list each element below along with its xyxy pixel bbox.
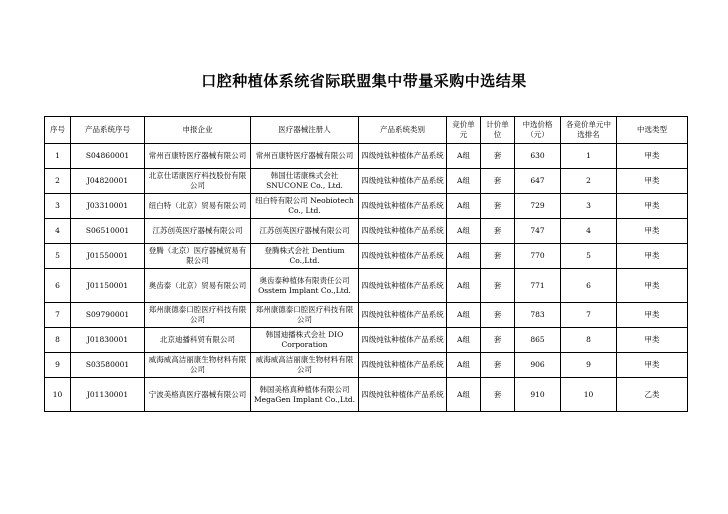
- cell-category: 四级纯钛种植体产品系统: [359, 328, 447, 353]
- header-rank: 各竞价单元中选排名: [561, 117, 617, 144]
- cell-selection-type: 乙类: [617, 378, 688, 412]
- header-seq: 序号: [45, 117, 71, 144]
- cell-price-unit: 套: [481, 144, 515, 169]
- table-row: [45, 328, 688, 353]
- cell-registrant: 奥齿泰种植体有限责任公司 Osstem Implant Co.,Ltd.: [251, 269, 359, 303]
- header-price: 中选价格（元）: [515, 117, 561, 144]
- table-row: [45, 269, 688, 303]
- cell-bid-unit: A组: [447, 169, 481, 194]
- cell-product-code: S06510001: [71, 219, 145, 244]
- document-title: 口腔种植体系统省际联盟集中带量采购中选结果: [201, 72, 527, 90]
- cell-category: 四级纯钛种植体产品系统: [359, 194, 447, 219]
- header-price-unit: 计价单位: [481, 117, 515, 144]
- cell-rank: 3: [561, 194, 617, 219]
- cell-bid-unit: A组: [447, 328, 481, 353]
- table-row: [45, 303, 688, 328]
- cell-rank: 8: [561, 328, 617, 353]
- table-row: [45, 244, 688, 269]
- cell-company: 常州百康特医疗器械有限公司: [145, 144, 251, 169]
- header-bid-unit: 竞价单元: [447, 117, 481, 144]
- cell-registrant: 登腾株式会社 Dentium Co.,Ltd.: [251, 244, 359, 269]
- cell-seq: 8: [45, 328, 71, 353]
- cell-selection-type: 甲类: [617, 328, 688, 353]
- cell-price: 770: [515, 244, 561, 269]
- cell-product-code: S04860001: [71, 144, 145, 169]
- cell-category: 四级纯钛种植体产品系统: [359, 269, 447, 303]
- table-body: [45, 144, 688, 412]
- cell-rank: 5: [561, 244, 617, 269]
- cell-registrant: 韩国迪播株式会社 DIO Corporation: [251, 328, 359, 353]
- cell-price-unit: 套: [481, 269, 515, 303]
- cell-registrant: 威海威高洁丽康生物材料有限公司: [251, 353, 359, 378]
- cell-company: 纽白特（北京）贸易有限公司: [145, 194, 251, 219]
- cell-rank: 7: [561, 303, 617, 328]
- cell-category: 四级纯钛种植体产品系统: [359, 303, 447, 328]
- cell-seq: 9: [45, 353, 71, 378]
- cell-company: 江苏创英医疗器械有限公司: [145, 219, 251, 244]
- cell-price-unit: 套: [481, 303, 515, 328]
- results-table: [44, 116, 688, 412]
- cell-price: 910: [515, 378, 561, 412]
- cell-price-unit: 套: [481, 353, 515, 378]
- cell-company: 登腾（北京）医疗器械贸易有限公司: [145, 244, 251, 269]
- cell-rank: 4: [561, 219, 617, 244]
- cell-price: 747: [515, 219, 561, 244]
- cell-seq: 10: [45, 378, 71, 412]
- cell-product-code: S09790001: [71, 303, 145, 328]
- cell-price: 630: [515, 144, 561, 169]
- cell-seq: 4: [45, 219, 71, 244]
- cell-selection-type: 甲类: [617, 244, 688, 269]
- cell-product-code: J01550001: [71, 244, 145, 269]
- cell-price-unit: 套: [481, 244, 515, 269]
- cell-company: 宁波美格真医疗器械有限公司: [145, 378, 251, 412]
- cell-seq: 7: [45, 303, 71, 328]
- cell-price: 783: [515, 303, 561, 328]
- cell-registrant: 纽白特有限公司 Neobiotech Co., Ltd.: [251, 194, 359, 219]
- cell-rank: 6: [561, 269, 617, 303]
- cell-price: 865: [515, 328, 561, 353]
- cell-company: 威海威高洁丽康生物材料有限公司: [145, 353, 251, 378]
- cell-registrant: 郑州康德泰口腔医疗科技有限公司: [251, 303, 359, 328]
- cell-bid-unit: A组: [447, 219, 481, 244]
- cell-price-unit: 套: [481, 194, 515, 219]
- cell-price-unit: 套: [481, 219, 515, 244]
- cell-seq: 6: [45, 269, 71, 303]
- cell-registrant: 江苏创英医疗器械有限公司: [251, 219, 359, 244]
- cell-selection-type: 甲类: [617, 353, 688, 378]
- cell-seq: 1: [45, 144, 71, 169]
- cell-company: 郑州康德泰口腔医疗科技有限公司: [145, 303, 251, 328]
- cell-rank: 10: [561, 378, 617, 412]
- cell-bid-unit: A组: [447, 353, 481, 378]
- cell-seq: 5: [45, 244, 71, 269]
- cell-selection-type: 甲类: [617, 144, 688, 169]
- cell-product-code: S03580001: [71, 353, 145, 378]
- header-row: [45, 117, 688, 144]
- cell-category: 四级纯钛种植体产品系统: [359, 219, 447, 244]
- cell-price-unit: 套: [481, 378, 515, 412]
- cell-bid-unit: A组: [447, 194, 481, 219]
- header-selection-type: 中选类型: [617, 117, 688, 144]
- table-row: [45, 378, 688, 412]
- table-row: [45, 144, 688, 169]
- cell-product-code: J03310001: [71, 194, 145, 219]
- cell-price-unit: 套: [481, 328, 515, 353]
- cell-bid-unit: A组: [447, 303, 481, 328]
- cell-bid-unit: A组: [447, 144, 481, 169]
- cell-product-code: J01130001: [71, 378, 145, 412]
- table-row: [45, 353, 688, 378]
- cell-company: 北京迪播科贸有限公司: [145, 328, 251, 353]
- cell-price: 906: [515, 353, 561, 378]
- cell-seq: 2: [45, 169, 71, 194]
- cell-rank: 1: [561, 144, 617, 169]
- cell-price-unit: 套: [481, 169, 515, 194]
- cell-product-code: J01830001: [71, 328, 145, 353]
- cell-company: 北京仕诺康医疗科技股份有限公司: [145, 169, 251, 194]
- cell-rank: 9: [561, 353, 617, 378]
- cell-bid-unit: A组: [447, 269, 481, 303]
- cell-category: 四级纯钛种植体产品系统: [359, 353, 447, 378]
- cell-price: 771: [515, 269, 561, 303]
- cell-registrant: 常州百康特医疗器械有限公司: [251, 144, 359, 169]
- table-row: [45, 219, 688, 244]
- cell-seq: 3: [45, 194, 71, 219]
- cell-category: 四级纯钛种植体产品系统: [359, 244, 447, 269]
- cell-category: 四级纯钛种植体产品系统: [359, 144, 447, 169]
- cell-bid-unit: A组: [447, 378, 481, 412]
- cell-selection-type: 甲类: [617, 169, 688, 194]
- table-row: [45, 194, 688, 219]
- cell-selection-type: 甲类: [617, 269, 688, 303]
- table-row: [45, 169, 688, 194]
- cell-registrant: 韩国美格真种植体有限公司 MegaGen Implant Co.,Ltd.: [251, 378, 359, 412]
- header-company: 申报企业: [145, 117, 251, 144]
- header-registrant: 医疗器械注册人: [251, 117, 359, 144]
- cell-company: 奥齿泰（北京）贸易有限公司: [145, 269, 251, 303]
- cell-product-code: J04820001: [71, 169, 145, 194]
- cell-category: 四级纯钛种植体产品系统: [359, 378, 447, 412]
- cell-product-code: J01150001: [71, 269, 145, 303]
- cell-selection-type: 甲类: [617, 219, 688, 244]
- cell-bid-unit: A组: [447, 244, 481, 269]
- header-category: 产品系统类别: [359, 117, 447, 144]
- cell-price: 647: [515, 169, 561, 194]
- cell-registrant: 韩国仕诺康株式会社 SNUCONE Co., Ltd.: [251, 169, 359, 194]
- header-product-code: 产品系统序号: [71, 117, 145, 144]
- cell-rank: 2: [561, 169, 617, 194]
- cell-selection-type: 甲类: [617, 194, 688, 219]
- cell-category: 四级纯钛种植体产品系统: [359, 169, 447, 194]
- cell-price: 729: [515, 194, 561, 219]
- cell-selection-type: 甲类: [617, 303, 688, 328]
